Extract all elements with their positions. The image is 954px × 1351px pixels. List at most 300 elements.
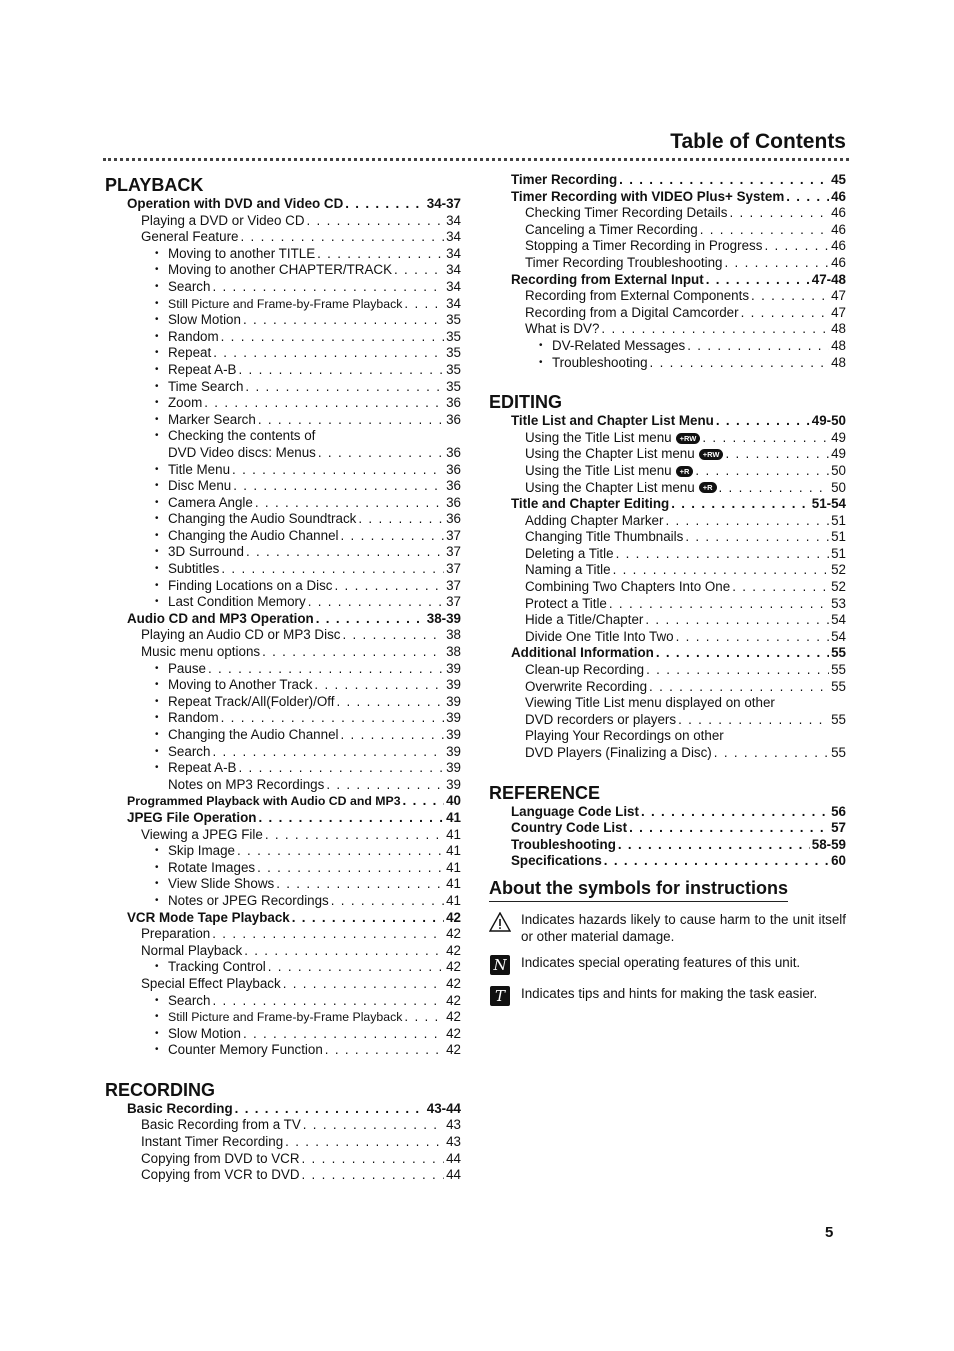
bullet-icon: • — [539, 356, 543, 368]
toc-entry-title — [525, 745, 712, 762]
toc-page-number: 51 — [831, 512, 846, 528]
toc-entry-text: Specifications — [511, 853, 602, 869]
toc-entry-text: DVD Video discs: Menus — [168, 444, 316, 460]
toc-entry-text: Moving to another TITLE — [168, 245, 316, 261]
section-heading: PLAYBACK — [105, 175, 204, 195]
toc-page-number: 38 — [446, 644, 461, 660]
toc-entry-text: Title List and Chapter List Menu — [511, 413, 714, 429]
toc-page-number: 44 — [446, 1150, 461, 1166]
toc-entry — [489, 413, 846, 430]
toc-page-number: 51 — [831, 545, 846, 561]
dot-leader — [358, 511, 444, 528]
toc-entry-title — [155, 246, 315, 263]
toc-entry — [105, 760, 461, 777]
toc-entry-text: Recording from External Input — [511, 271, 704, 287]
toc-entry — [489, 662, 846, 679]
toc-entry-title — [155, 677, 312, 694]
toc-page-number: 55 — [831, 678, 846, 694]
bullet-icon: • — [155, 314, 159, 326]
toc-entry — [105, 544, 461, 561]
toc-entry-title — [141, 1167, 300, 1184]
toc-entry-text: Marker Search — [168, 411, 256, 427]
toc-page-number: 39 — [446, 693, 461, 709]
toc-entry — [489, 529, 846, 546]
toc-entry-text: Title and Chapter Editing — [511, 496, 670, 512]
toc-entry-text: Camera Angle — [168, 494, 253, 510]
toc-entry-title — [141, 926, 210, 943]
toc-page-number: 50 — [831, 479, 846, 495]
toc-page-number: 39 — [446, 743, 461, 759]
dot-leader — [331, 893, 444, 910]
toc-entry-text: Operation with DVD and Video CD — [127, 196, 344, 211]
bullet-icon: • — [155, 513, 159, 525]
bullet-icon: • — [155, 729, 159, 740]
toc-entry — [489, 321, 846, 338]
bullet-icon: • — [155, 596, 159, 608]
toc-entry-title — [155, 528, 339, 545]
disc-badge: +R — [699, 482, 717, 493]
toc-entry-title — [155, 661, 206, 678]
toc-entry-title — [525, 463, 693, 480]
bullet-icon: • — [155, 413, 159, 425]
toc-entry — [105, 644, 461, 661]
bullet-icon: • — [155, 480, 159, 492]
toc-page-number: 42 — [446, 1009, 461, 1025]
toc-entry — [105, 445, 461, 462]
dot-leader — [685, 529, 829, 546]
toc-page-number: 34 — [446, 212, 461, 228]
dot-leader — [403, 793, 445, 810]
toc-entry-text: Instant Timer Recording — [141, 1134, 284, 1150]
toc-page-number: 36 — [446, 395, 461, 411]
toc-entry — [489, 513, 846, 530]
toc-entry-title — [525, 305, 739, 322]
toc-entry — [105, 213, 461, 230]
toc-entry-title — [155, 710, 219, 727]
toc-entry — [105, 926, 461, 943]
toc-entry — [105, 1117, 461, 1134]
toc-entry — [489, 837, 846, 854]
toc-entry — [489, 853, 846, 870]
disc-badge: +RW — [676, 433, 701, 444]
toc-entry — [105, 329, 461, 346]
toc-entry — [489, 172, 846, 189]
toc-entry-title — [525, 596, 607, 613]
toc-entry-text: Using the Title List menu — [525, 462, 672, 478]
toc-entry — [489, 596, 846, 613]
dot-leader — [302, 1167, 445, 1184]
toc-entry-title — [525, 222, 698, 239]
toc-page-number: 54 — [831, 612, 846, 628]
bullet-icon: • — [155, 712, 159, 724]
dot-leader — [204, 395, 444, 412]
dot-leader — [307, 213, 445, 230]
toc-entry — [105, 362, 461, 379]
toc-left-column — [105, 172, 461, 1184]
toc-entry-title — [141, 943, 242, 960]
dot-leader — [246, 544, 444, 561]
dot-leader — [725, 446, 829, 463]
dot-leader — [619, 172, 829, 189]
toc-entry — [105, 893, 461, 910]
toc-entry-title — [525, 513, 663, 530]
toc-entry-title — [525, 728, 724, 745]
dot-leader — [243, 312, 444, 329]
toc-page-number: 37 — [446, 577, 461, 593]
toc-entry — [489, 820, 846, 837]
toc-entry — [489, 645, 846, 662]
dot-leader — [335, 578, 445, 595]
dot-leader — [221, 329, 444, 346]
toc-entry — [489, 496, 846, 513]
toc-entry-title — [155, 744, 210, 761]
toc-page-number: 52 — [831, 562, 846, 578]
toc-page-number: 37 — [446, 561, 461, 577]
toc-page-number: 41 — [446, 809, 461, 825]
toc-entry-text: Country Code List — [511, 820, 628, 836]
dot-leader — [235, 1101, 425, 1118]
toc-entry-title — [511, 853, 602, 870]
toc-entry-title — [127, 793, 401, 810]
toc-entry-text: Moving to Another Track — [168, 677, 313, 693]
dot-leader — [221, 710, 444, 727]
bullet-icon: • — [155, 546, 159, 558]
toc-entry-title — [168, 445, 316, 462]
toc-entry-text: Language Code List — [511, 803, 639, 819]
dot-leader — [318, 445, 444, 462]
toc-entry-text: Moving to another CHAPTER/TRACK — [168, 262, 392, 278]
toc-entry-text: Still Picture and Frame-by-Frame Playback — [168, 296, 403, 311]
dot-leader — [221, 561, 444, 578]
toc-entry-text: Combining Two Chapters Into One — [525, 579, 731, 595]
toc-entry — [489, 612, 846, 629]
dot-leader — [342, 627, 444, 644]
toc-entry-title — [539, 355, 648, 372]
toc-entry — [105, 246, 461, 263]
toc-entry-text: Timer Recording Troubleshooting — [525, 254, 723, 270]
toc-page-number: 58-59 — [811, 836, 846, 852]
dot-leader — [702, 430, 829, 447]
toc-entry-title — [155, 1042, 323, 1059]
toc-entry-title — [539, 338, 685, 355]
toc-entry-text: General Feature — [141, 229, 239, 245]
toc-page-number: 55 — [831, 662, 846, 678]
toc-entry-text: Repeat A-B — [168, 361, 237, 377]
toc-entry-title — [155, 594, 306, 611]
toc-page-number: 51-54 — [811, 496, 846, 512]
toc-entry — [489, 712, 846, 729]
toc-entry-text: Title Menu — [168, 461, 231, 477]
toc-page-number: 40 — [446, 793, 461, 809]
toc-entry-text: Counter Memory Function — [168, 1042, 323, 1058]
toc-entry-text: Changing Title Thumbnails — [525, 529, 684, 545]
toc-entry — [489, 255, 846, 272]
dotted-divider — [103, 158, 849, 161]
toc-page-number: 50 — [831, 462, 846, 478]
symbol-row — [489, 911, 846, 945]
dot-leader — [695, 463, 829, 480]
bullet-icon: • — [155, 247, 159, 259]
toc-entry-title — [141, 1151, 300, 1168]
toc-entry — [489, 463, 846, 480]
toc-entry-text: Last Condition Memory — [168, 594, 306, 610]
toc-page-number: 48 — [831, 321, 846, 337]
toc-page-number: 38 — [446, 627, 461, 643]
toc-entry — [105, 976, 461, 993]
toc-page-number: 35 — [446, 361, 461, 377]
toc-page-number: 37 — [446, 527, 461, 543]
toc-entry — [105, 827, 461, 844]
toc-entry — [105, 1026, 461, 1043]
toc-entry — [105, 959, 461, 976]
toc-entry-title — [155, 544, 244, 561]
toc-page-number: 43 — [446, 1134, 461, 1150]
dot-leader — [258, 810, 444, 827]
bullet-icon: • — [155, 397, 159, 409]
toc-entry-title — [525, 546, 614, 563]
section-heading: REFERENCE — [489, 782, 601, 803]
toc-entry — [105, 1042, 461, 1059]
toc-entry-text: Adding Chapter Marker — [525, 512, 664, 528]
toc-entry — [105, 1101, 461, 1118]
toc-entry-title — [141, 229, 239, 246]
toc-entry-title — [525, 205, 727, 222]
toc-entry — [105, 710, 461, 727]
dot-leader — [341, 727, 445, 744]
toc-entry-title — [141, 976, 281, 993]
toc-page-number: 45 — [831, 172, 846, 187]
dot-leader — [729, 205, 829, 222]
toc-entry-title — [525, 321, 599, 338]
section-gap — [489, 762, 846, 780]
dot-leader — [265, 827, 444, 844]
toc-entry — [489, 728, 846, 745]
toc-entry-title — [155, 262, 392, 279]
toc-entry — [105, 943, 461, 960]
toc-entry-title — [155, 760, 236, 777]
toc-entry-text: Disc Menu — [168, 478, 232, 494]
toc-entry-text: Audio CD and MP3 Operation — [127, 610, 314, 626]
toc-page-number: 34 — [446, 278, 461, 294]
toc-page-number: 35 — [446, 328, 461, 344]
tip-icon: T — [489, 985, 511, 1007]
toc-page-number: 52 — [831, 579, 846, 595]
toc-entry-text: Tracking Control — [168, 959, 266, 975]
page-number: 5 — [825, 1224, 834, 1241]
toc-entry — [105, 1167, 461, 1184]
toc-entry — [489, 804, 846, 821]
toc-page-number: 43 — [446, 1117, 461, 1133]
bullet-icon: • — [155, 878, 159, 890]
symbol-description: Indicates tips and hints for making the task easier. — [521, 985, 818, 1001]
toc-page-number: 36 — [446, 444, 461, 460]
toc-entry-title — [155, 511, 356, 528]
section-gap — [105, 1059, 461, 1077]
toc-entry-text: 3D Surround — [168, 544, 244, 560]
toc-entry-title — [525, 430, 700, 447]
dot-leader — [404, 1009, 444, 1026]
symbols-heading: About the symbols for instructions — [489, 878, 788, 902]
dot-leader — [641, 804, 829, 821]
toc-page-number: 39 — [446, 727, 461, 742]
toc-entry-title — [127, 611, 314, 628]
toc-entry-title — [155, 843, 235, 860]
toc-entry-text: Hide a Title/Chapter — [525, 612, 644, 628]
dot-leader — [237, 843, 444, 860]
dot-leader — [732, 579, 829, 596]
bullet-icon: • — [155, 961, 159, 973]
toc-page-number: 41 — [446, 843, 461, 859]
toc-entry — [105, 296, 461, 313]
toc-entry-text: Repeat — [168, 345, 212, 361]
toc-entry-text: DV-Related Messages — [552, 337, 686, 353]
toc-entry — [489, 446, 846, 463]
dot-leader — [656, 645, 829, 662]
toc-page-number: 41 — [446, 859, 461, 875]
toc-page-number: 35 — [446, 378, 461, 394]
toc-page-number: 34-37 — [426, 196, 461, 211]
dot-leader — [618, 837, 810, 854]
toc-entry-text: Playing a DVD or Video CD — [141, 212, 305, 228]
toc-entry — [489, 222, 846, 239]
toc-entry-text: Finding Locations on a Disc — [168, 577, 333, 593]
toc-entry — [105, 777, 461, 794]
dot-leader — [345, 196, 424, 213]
toc-page-number: 42 — [446, 1042, 461, 1058]
toc-entry-text: Checking the contents of — [168, 428, 316, 444]
toc-entry-text: Troubleshooting — [511, 836, 616, 852]
toc-entry-title — [525, 579, 730, 596]
toc-page-number: 55 — [831, 711, 846, 727]
dot-leader — [302, 1151, 445, 1168]
dot-leader — [394, 262, 444, 279]
section-gap — [489, 371, 846, 389]
toc-page-number: 36 — [446, 411, 461, 427]
bullet-icon: • — [539, 339, 543, 351]
toc-page-number: 46 — [831, 221, 846, 237]
toc-entry — [105, 744, 461, 761]
toc-entry-text: Playing Your Recordings on other — [525, 728, 724, 744]
toc-page-number: 36 — [446, 494, 461, 510]
dot-leader — [646, 662, 829, 679]
toc-entry-title — [141, 644, 260, 661]
toc-entry-text: Slow Motion — [168, 312, 241, 328]
toc-entry-title — [127, 810, 256, 827]
toc-page-number: 42 — [446, 992, 461, 1008]
toc-entry-title — [155, 1009, 402, 1026]
toc-entry — [105, 196, 461, 213]
toc-entry-title — [155, 495, 253, 512]
toc-entry — [105, 843, 461, 860]
toc-entry-text: Recording from External Components — [525, 288, 750, 304]
dot-leader — [212, 926, 444, 943]
toc-entry-title — [155, 329, 219, 346]
page-title: Table of Contents — [670, 130, 846, 153]
toc-entry-text: Random — [168, 328, 219, 344]
bullet-icon: • — [155, 330, 159, 342]
bullet-icon: • — [155, 861, 159, 873]
toc-entry-title — [168, 777, 324, 794]
bullet-icon: • — [155, 496, 159, 508]
toc-entry-title — [511, 820, 627, 837]
toc-entry-title — [525, 629, 674, 646]
dot-leader — [257, 860, 444, 877]
bullet-icon: • — [155, 662, 159, 674]
toc-entry-text: Clean-up Recording — [525, 662, 645, 678]
disc-badge: +R — [676, 466, 694, 477]
dot-leader — [601, 321, 829, 338]
toc-page-number: 49 — [831, 429, 846, 445]
toc-entry-text: Stopping a Timer Recording in Progress — [525, 238, 763, 254]
toc-entry — [489, 430, 846, 447]
toc-entry-title — [511, 804, 639, 821]
toc-entry-text: Using the Title List menu — [525, 429, 672, 445]
dot-leader — [719, 480, 830, 497]
toc-entry-title — [155, 279, 210, 296]
dot-leader — [241, 229, 445, 246]
toc-entry-text: Basic Recording from a TV — [141, 1117, 301, 1133]
dot-leader — [213, 345, 444, 362]
toc-entry — [105, 727, 461, 744]
toc-entry-text: Changing the Audio Channel — [168, 527, 339, 543]
bullet-icon: • — [155, 347, 159, 359]
toc-entry-text: Viewing a JPEG File — [141, 826, 263, 842]
toc-entry — [105, 594, 461, 611]
toc-entry-text: Repeat Track/All(Folder)/Off — [168, 693, 335, 709]
toc-entry-title — [155, 860, 255, 877]
toc-entry-title — [525, 446, 723, 463]
toc-entry-text: Subtitles — [168, 561, 220, 577]
dot-leader — [751, 288, 829, 305]
bullet-icon: • — [155, 264, 159, 276]
toc-entry-text: Preparation — [141, 926, 211, 942]
toc-page-number: 47-48 — [811, 271, 846, 287]
toc-entry-title — [155, 1026, 241, 1043]
toc-entry-title — [155, 296, 402, 313]
toc-entry-title — [127, 196, 343, 213]
dot-leader — [262, 644, 444, 661]
toc-entry — [105, 478, 461, 495]
toc-entry-text: Copying from DVD to VCR — [141, 1150, 300, 1166]
dot-leader — [303, 1117, 444, 1134]
toc-entry-title — [155, 379, 243, 396]
toc-entry-title — [155, 395, 202, 412]
toc-entry — [105, 810, 461, 827]
toc-entry — [105, 611, 461, 628]
toc-entry-text: Recording from a Digital Camcorder — [525, 304, 739, 320]
toc-entry-text: Additional Information — [511, 645, 654, 661]
bullet-icon: • — [155, 1027, 159, 1039]
bullet-icon: • — [155, 994, 159, 1006]
toc-page-number: 47 — [831, 304, 846, 320]
toc-entry — [105, 793, 461, 810]
toc-entry — [105, 1151, 461, 1168]
toc-page-number: 37 — [446, 544, 461, 560]
section-heading: EDITING — [489, 392, 563, 413]
toc-page-number: 44 — [446, 1167, 461, 1183]
toc-page-number: 35 — [446, 312, 461, 328]
toc-entry-title — [525, 255, 723, 272]
toc-entry — [489, 238, 846, 255]
toc-page-number: 36 — [446, 478, 461, 494]
disc-badge: +RW — [699, 449, 724, 460]
toc-entry-text: Rotate Images — [168, 859, 256, 875]
toc-entry-text: DVD recorders or players — [525, 711, 677, 727]
toc-entry-text: Music menu options — [141, 644, 261, 660]
dot-leader — [268, 959, 444, 976]
bullet-icon: • — [155, 745, 159, 757]
toc-page-number: 54 — [831, 628, 846, 644]
